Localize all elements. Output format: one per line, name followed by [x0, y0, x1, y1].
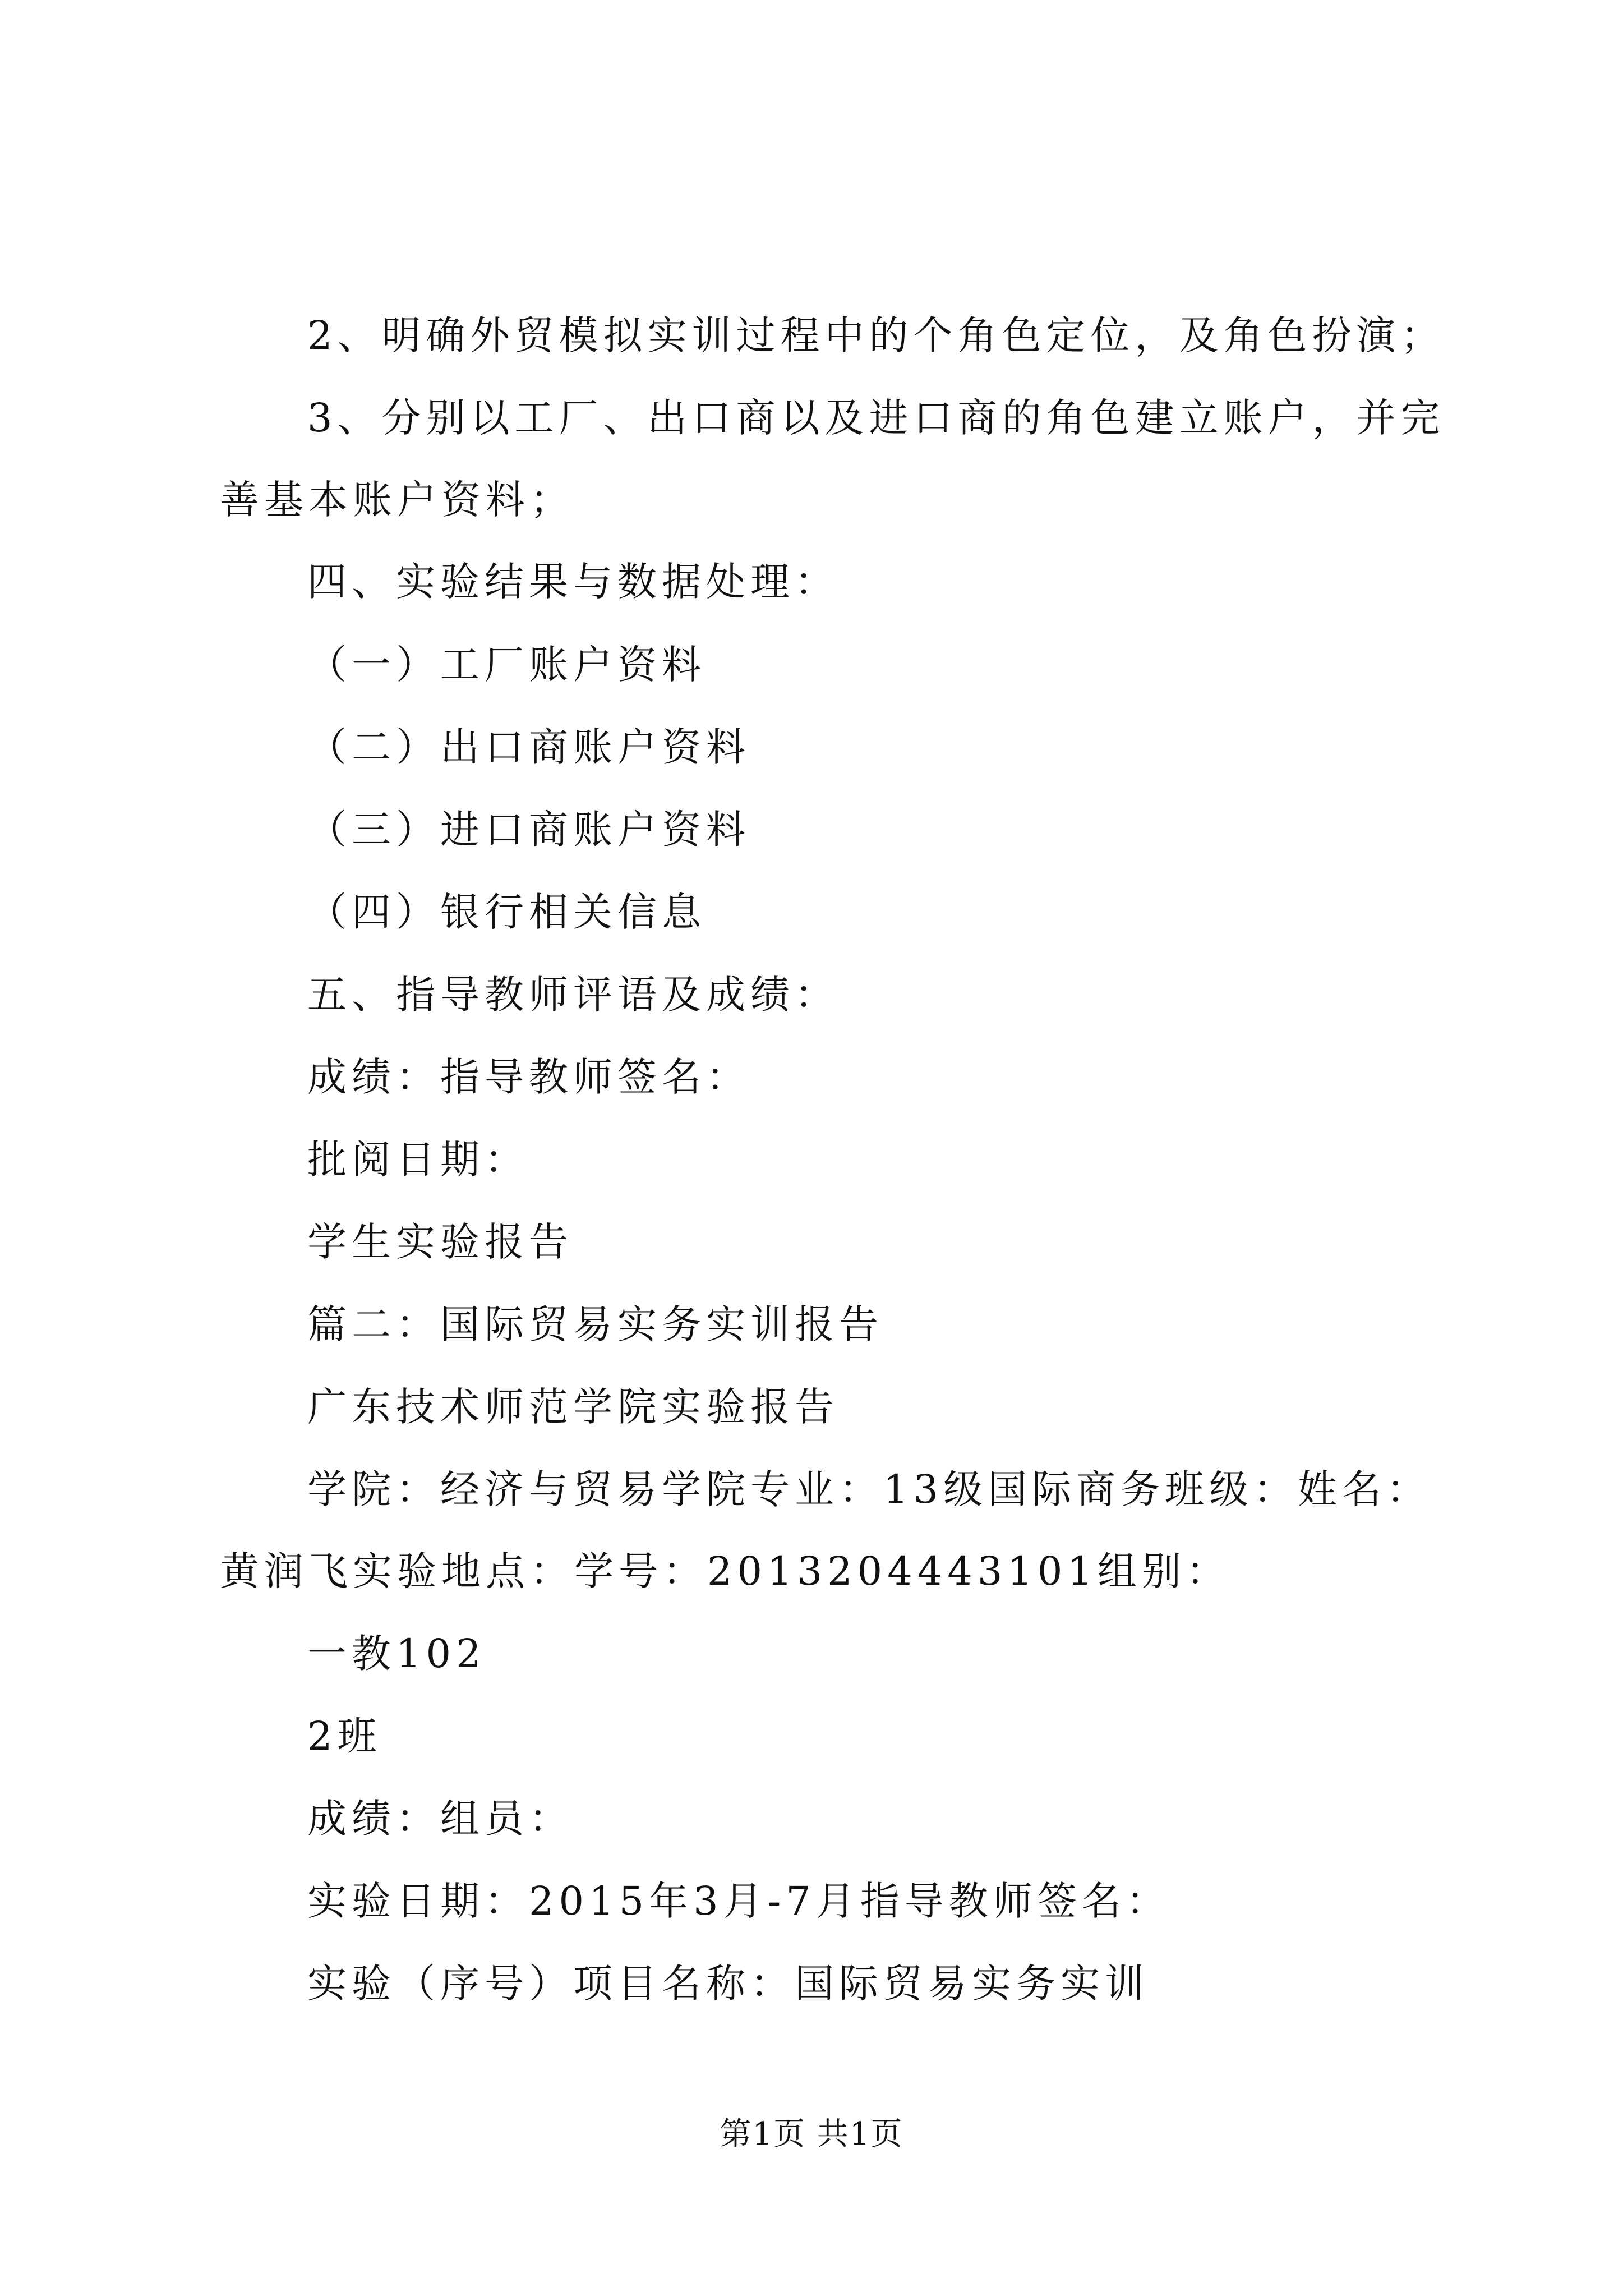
subsection-importer-account: （三）进口商账户资料 [307, 807, 750, 853]
section-heading-results: 四、实验结果与数据处理： [307, 559, 839, 605]
subsection-bank-info: （四）银行相关信息 [307, 889, 706, 935]
text-line-chapter-two: 篇二：国际贸易实务实训报告 [307, 1301, 883, 1347]
text-line-report-title: 学生实验报告 [307, 1219, 573, 1265]
subsection-exporter-account: （二）出口商账户资料 [307, 724, 750, 770]
text-line-2: 3、分别以工厂、出口商以及进口商的角色建立账户，并完 [307, 395, 1445, 441]
text-line-review-date: 批阅日期： [307, 1137, 529, 1182]
text-line-institution: 广东技术师范学院实验报告 [307, 1384, 839, 1430]
text-line-grade-signature: 成绩：指导教师签名： [307, 1054, 750, 1100]
page-footer: 第1页 共1页 [720, 2116, 903, 2152]
text-line-student-info: 黄润飞实验地点：学号：2013204443101组别： [220, 1548, 1230, 1594]
text-line-1: 2、明确外贸模拟实训过程中的个角色定位，及角色扮演； [307, 312, 1445, 358]
subsection-factory-account: （一）工厂账户资料 [307, 642, 706, 688]
section-heading-comments: 五、指导教师评语及成绩： [307, 972, 839, 1018]
text-line-experiment-date: 实验日期：2015年3月-7月指导教师签名： [307, 1878, 1170, 1924]
text-line-project-name: 实验（序号）项目名称：国际贸易实务实训 [307, 1961, 1149, 2007]
text-line-college-info: 学院：经济与贸易学院专业：13级国际商务班级：姓名： [307, 1466, 1431, 1512]
text-line-3: 善基本账户资料； [220, 477, 574, 523]
text-line-location: 一教102 [307, 1631, 486, 1677]
text-line-class: 2班 [307, 1713, 382, 1759]
text-line-grade-members: 成绩：组员： [307, 1796, 573, 1842]
